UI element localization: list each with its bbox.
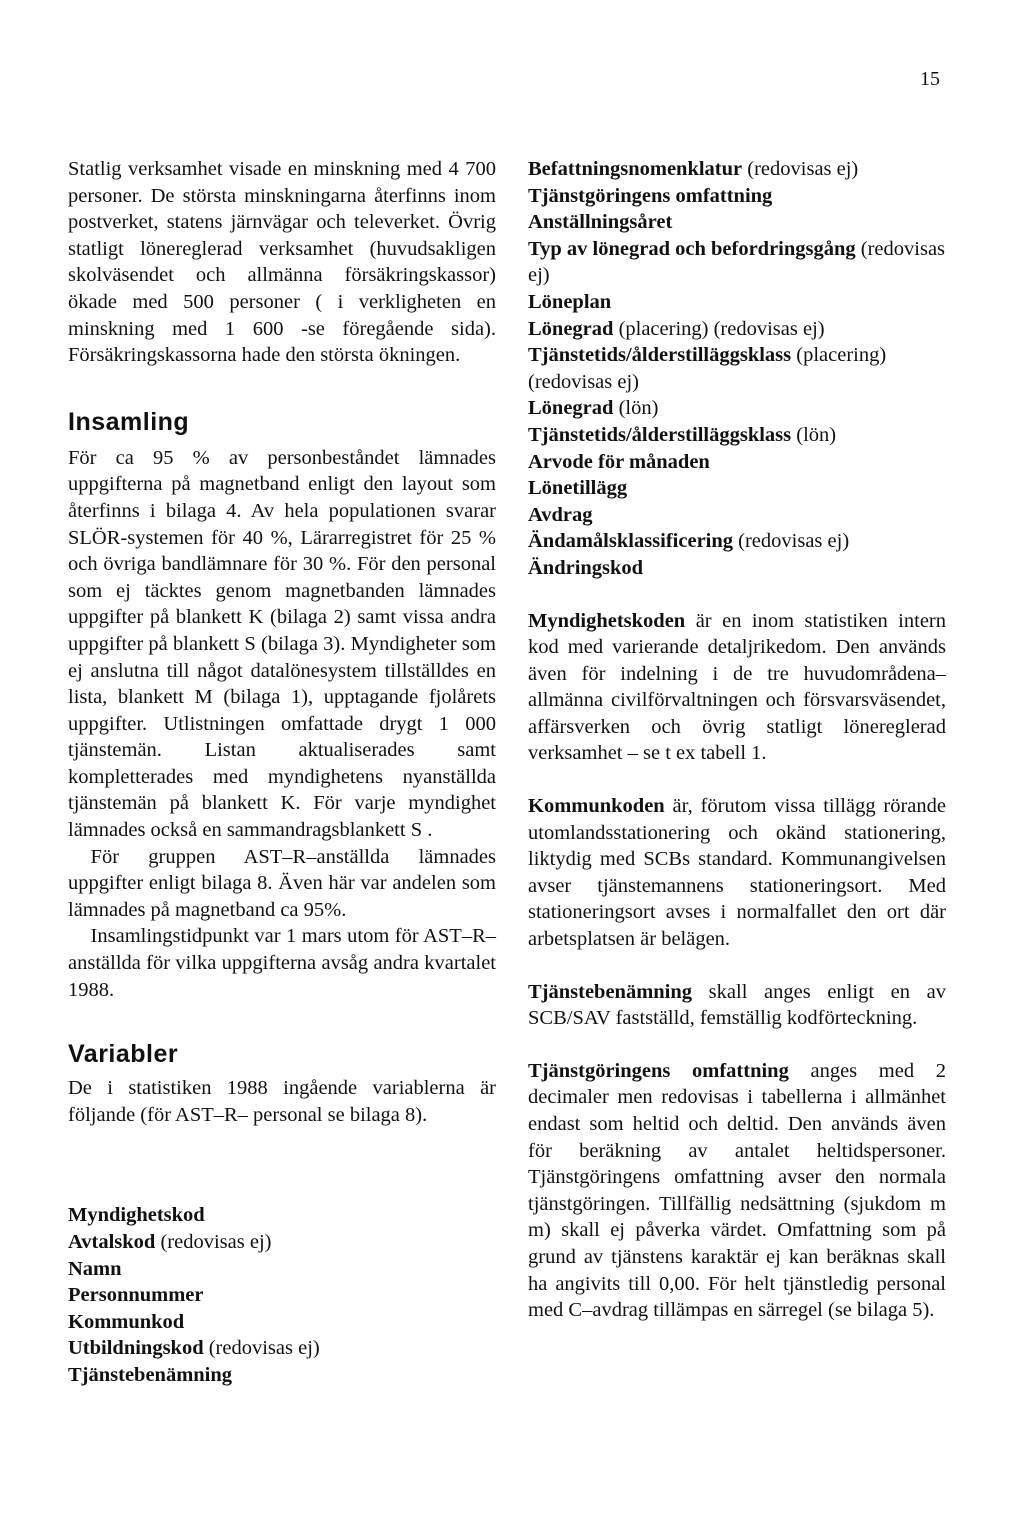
list-item: Myndighetskod	[68, 1204, 205, 1227]
variable-list-right	[528, 156, 946, 582]
list-item: Personnummer	[68, 1284, 204, 1307]
list-item: Befattningsnomenklatur (redovisas ej)	[528, 158, 859, 180]
list-item: Tjänstetids/ålderstilläggsklass (placering) (redovisas ej)	[528, 344, 887, 393]
variabler-paragraph: De i statistiken 1988 ingående variablerna är följande (för AST–R– personal se bilaga 8).	[68, 1077, 496, 1126]
right-column	[528, 156, 946, 1324]
list-item: Löneplan	[528, 290, 612, 313]
tjanstebenamning-paragraph: Tjänstebenämning skall anges enligt en av SCB/SAV fastställd, femställig kodförteckning.	[528, 980, 946, 1030]
variabler-heading: Variabler	[68, 1040, 179, 1069]
list-item: Typ av lönegrad och befordringsgång (redovisas ej)	[528, 237, 946, 287]
list-item: Avdrag	[528, 503, 593, 526]
list-item: Avtalskod (redovisas ej)	[68, 1231, 272, 1253]
list-item: Lönegrad (placering) (redovisas ej)	[528, 317, 825, 340]
list-item: Tjänstebenämning	[68, 1363, 233, 1386]
list-item: Tjänstetids/ålderstilläggsklass (lön)	[528, 423, 837, 446]
insamling-heading: Insamling	[68, 407, 190, 436]
variable-list-left	[68, 1202, 496, 1388]
insamling-paragraph-1: För ca 95 % av personbeståndet lämnades uppgifterna på magnetband enligt den layout som återfinns i bilaga 4. Av hela populationen svarar SLÖR-systemen för 40 %, Lärarregistret för 25 % och övriga bandlämnare för 30 %. För den personal som ej täcktes genom magnetbanden lämnades uppgifter på blankett K (bilaga 2) samt vissa andra uppgifter på blankett S (bilaga 3). Myndigheter som ej anslutna till något datalönesystem tillställdes en lista, blankett M (bilaga 1), upptagande fjolårets uppgifter. Utlistningen omfattade drygt 1 000 tjänstemän. Listan aktualiserades samt kompletterades med myndighetens nyanställda tjänstemän på blankett K. För varje myndighet lämnades också en sammandragsblankett S .	[68, 446, 496, 842]
page-number: 15	[920, 68, 940, 90]
kommunkoden-paragraph: Kommunkoden är, förutom vissa tillägg rörande utomlandsstationering och okänd stationering, liktydig med SCBs standard. Kommunangivelsen avser tjänstemannens stationeringsort. Med stationeringsort avses i normalfallet den ort där arbetsplatsen är belägen.	[528, 795, 946, 951]
list-item: Lönetillägg	[528, 477, 628, 500]
list-item: Lönegrad (lön)	[528, 397, 659, 420]
list-item: Kommunkod	[68, 1310, 185, 1333]
myndighetskoden-paragraph: Myndighetskoden är en inom statistiken intern kod med varierande detaljrikedom. Den används även för indelning i de tre huvudområdena–allmänna civilförvaltningen och försvarsväsendet, affärsverken och övrig statligt lönereglerad verksamhet – se t ex tabell 1.	[528, 609, 946, 765]
list-item: Arvode för månaden	[528, 450, 710, 473]
list-item: Ändringskod	[528, 556, 644, 579]
omfattning-paragraph: Tjänstgöringens omfattning anges med 2 decimaler men redovisas i tabellerna i allmänhet endast som heltid och deltid. Den används även för beräkning av antalet heltidspersoner. Tjänstgöringens omfattning avser den normala tjänstgöringen. Tillfällig nedsättning (sjukdom m m) skall ej påverka värdet. Omfattning som på grund av tjänstens karaktär ej kan beräknas skall ha angivits till 0,00. För helt tjänstledig personal med C–avdrag tillämpas en särregel (se bilaga 5).	[528, 1059, 946, 1322]
list-item: Namn	[68, 1257, 122, 1280]
list-item: Ändamålsklassificering (redovisas ej)	[528, 530, 850, 553]
insamling-paragraph-3: Insamlingstidpunkt var 1 mars utom för AST–R–anställda för vilka uppgifterna avsåg andra kvartalet 1988.	[68, 925, 496, 1001]
list-item: Utbildningskod (redovisas ej)	[68, 1337, 320, 1360]
list-item: Anställningsåret	[528, 211, 673, 234]
list-item: Tjänstgöringens omfattning	[528, 184, 773, 207]
insamling-paragraph-2: För gruppen AST–R–anställda lämnades uppgifter enligt bilaga 8. Även här var andelen som lämnades på magnetband ca 95%.	[68, 845, 496, 921]
left-column	[68, 156, 496, 1389]
intro-paragraph: Statlig verksamhet visade en minskning med 4 700 personer. De största minskningarna återfinns inom postverket, statens järnvägar och televerket. Övrig statligt lönereglerad verksamhet (huvudsakligen skolväsendet och allmänna försäkringskassor) ökade med 500 personer ( i verkligheten en minskning med 1 600 -se föregående sida). Försäkringskassorna hade den största ökningen.	[68, 158, 496, 367]
